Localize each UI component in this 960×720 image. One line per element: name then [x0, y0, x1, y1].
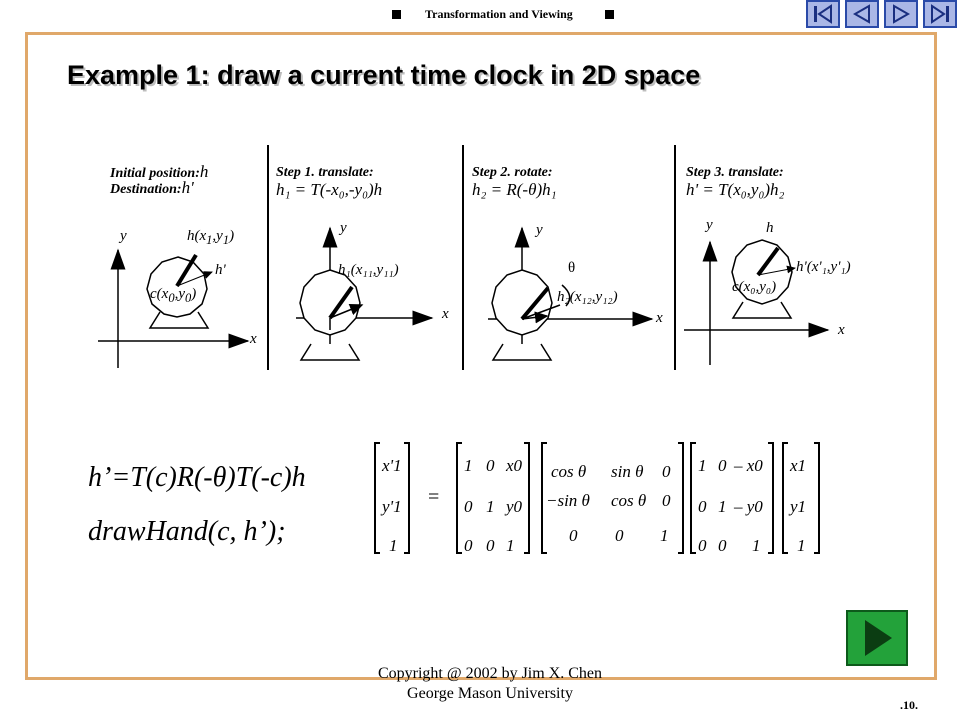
panel2-clock	[492, 270, 570, 360]
matrix-cell: 0	[486, 456, 495, 475]
matrix-cell: 1	[660, 526, 669, 545]
axis-x-label: x	[838, 322, 845, 338]
matrix-cell: y'1	[382, 497, 402, 516]
matrix-bracket	[782, 442, 788, 554]
matrix-cell: sin θ	[611, 462, 644, 481]
matrix-bracket	[690, 442, 696, 554]
matrix-cell: 0	[615, 526, 624, 545]
matrix-cell: cos θ	[611, 491, 647, 510]
axis-x-label: x	[250, 331, 257, 347]
point-h1-label: h₁(x₁₁,y₁₁)	[338, 262, 399, 278]
axis-y-label: y	[536, 222, 543, 238]
matrix-cell: y0	[506, 497, 523, 516]
point-h-label: $h(x_1,y_1)$	[187, 228, 235, 247]
axis-y-label: y	[706, 217, 713, 233]
footer-copyright: Copyright @ 2002 by Jim X. Chen George Mason University	[377, 665, 603, 702]
matrix-cell: 0	[464, 536, 473, 555]
matrix-cell: 1	[506, 536, 515, 555]
matrix-cell: 1	[486, 497, 495, 516]
matrix-cell: cos θ	[551, 462, 587, 481]
step3-formula: h' = T(x₀,y₀)h₂	[686, 180, 785, 199]
matrix-cell: y1	[790, 497, 807, 516]
theta-label: θ	[568, 260, 576, 276]
initial-position-label: Initial position:h	[110, 162, 209, 181]
matrix-cell: 0	[569, 526, 578, 545]
matrix-cell: – x0	[734, 456, 763, 475]
equals-sign: =	[428, 486, 440, 508]
point-hprime-label: h'	[215, 262, 226, 278]
point-hprime-label: h'(x'₁,y'₁)	[796, 259, 851, 275]
matrix-cell: 0	[486, 536, 495, 555]
matrix-bracket	[374, 442, 380, 554]
header-title: Transformation and Viewing	[425, 7, 573, 21]
page-number: .10.	[900, 698, 918, 712]
matrix-cell: 1	[797, 536, 806, 555]
destination-label: Destination:h'	[110, 178, 194, 197]
matrix-bracket	[456, 442, 462, 554]
matrix-cell: 1	[718, 497, 727, 516]
matrix-bracket	[768, 442, 774, 554]
matrix-bracket	[524, 442, 530, 554]
matrix-cell: x0	[506, 456, 523, 475]
slide-title: Example 1: draw a current time clock in 2D space	[67, 60, 701, 90]
center-c-label: c(x₀,y₀)	[732, 279, 777, 295]
matrix-cell: 0	[662, 491, 671, 510]
matrix-cell: 1	[464, 456, 473, 475]
composite-transform-equation: h’=T(c)R(-θ)T(-c)h	[88, 462, 306, 493]
matrix-cell: −sin θ	[546, 491, 590, 510]
play-icon	[848, 612, 906, 664]
matrix-cell: 0	[662, 462, 671, 481]
matrix-cell: 0	[464, 497, 473, 516]
axis-x-label: x	[442, 306, 449, 322]
step3-heading: Step 3. translate:	[686, 165, 784, 180]
axis-y-label: y	[340, 220, 347, 236]
matrix-bracket	[814, 442, 820, 554]
center-c-label: $c(x_0,y_0)$	[150, 286, 197, 305]
matrix-cell: 0	[718, 456, 727, 475]
matrix-cell: – y0	[734, 497, 763, 516]
axis-y-label: y	[120, 228, 127, 244]
step2-formula: h₂ = R(-θ)h₁	[472, 180, 557, 199]
axis-x-label: x	[656, 310, 663, 326]
panel1-clock	[300, 270, 362, 360]
matrix-bracket	[678, 442, 684, 554]
matrix-cell: x'1	[382, 456, 402, 475]
point-h-label: h	[766, 220, 774, 236]
matrix-cell: 0	[718, 536, 727, 555]
matrix-cell: 1	[389, 536, 398, 555]
matrix-cell: 0	[698, 536, 707, 555]
step2-heading: Step 2. rotate:	[472, 165, 553, 180]
point-h2-label: h₂(x₁₂,y₁₂)	[557, 289, 618, 305]
matrix-cell: 1	[752, 536, 761, 555]
step1-formula: h₁ = T(-x₀,-y₀)h	[276, 180, 383, 199]
matrix-cell: 1	[698, 456, 707, 475]
step1-heading: Step 1. translate:	[276, 165, 374, 180]
play-button[interactable]	[846, 610, 908, 666]
matrix-cell: 0	[698, 497, 707, 516]
matrix-cell: x1	[790, 456, 807, 475]
matrix-bracket	[404, 442, 410, 554]
draw-hand-call: drawHand(c, h’);	[88, 516, 286, 547]
